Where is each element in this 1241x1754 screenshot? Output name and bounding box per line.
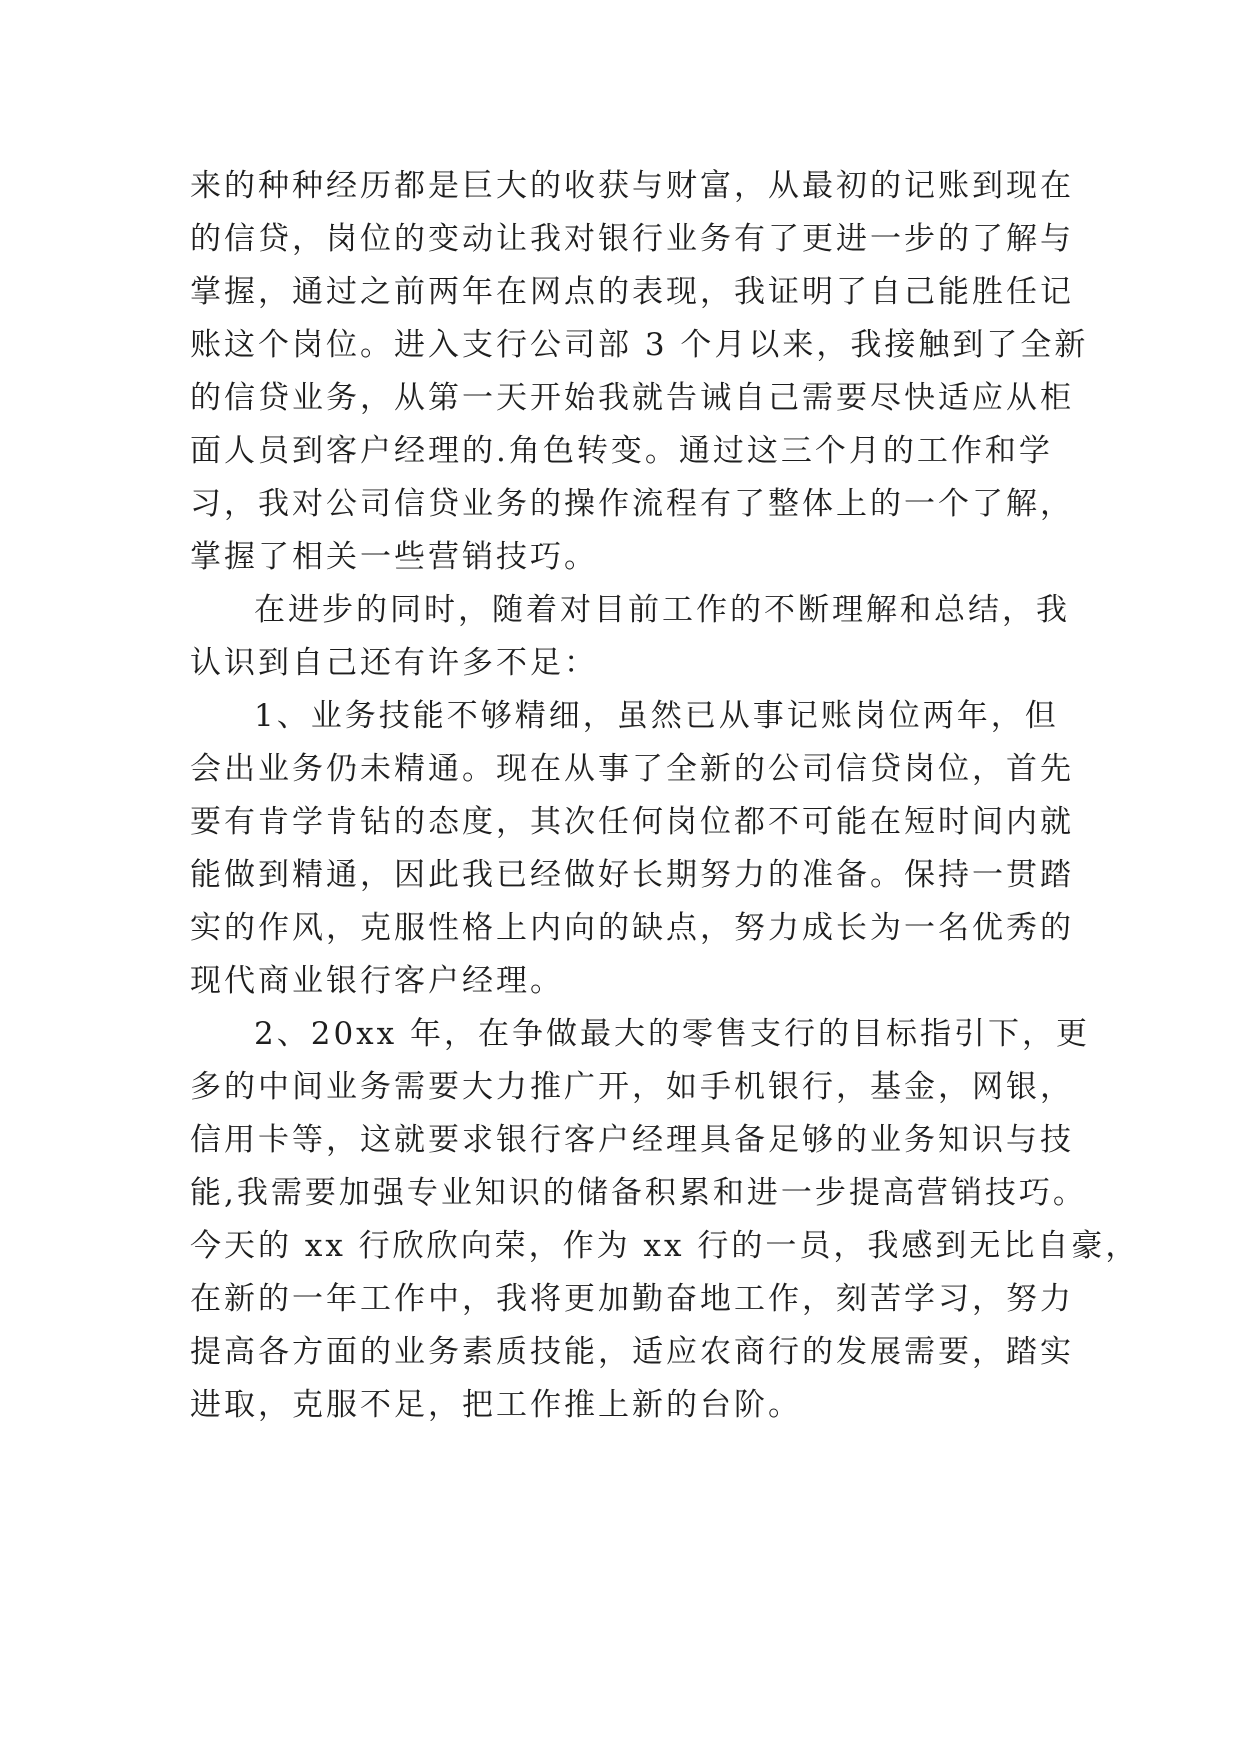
text-line: 多的中间业务需要大力推广开，如手机银行，基金，网银，: [190, 1069, 1074, 1105]
text-line: 进取，克服不足，把工作推上新的台阶。: [190, 1387, 802, 1423]
text-line: 的信贷，岗位的变动让我对银行业务有了更进一步的了解与: [190, 221, 1074, 257]
text-line: 掌握，通过之前两年在网点的表现，我证明了自己能胜任记: [190, 274, 1074, 310]
text-line: 掌握了相关一些营销技巧。: [190, 539, 598, 575]
text-line: 提高各方面的业务素质技能，适应农商行的发展需要，踏实: [190, 1334, 1074, 1370]
text-line: 面人员到客户经理的.角色转变。通过这三个月的工作和学: [190, 433, 1053, 469]
text-line: 现代商业银行客户经理。: [190, 963, 564, 999]
document-body: [190, 160, 1140, 1432]
text-line: 认识到自己还有许多不足：: [190, 645, 598, 681]
text-line: 账这个岗位。进入支行公司部 3 个月以来，我接触到了全新: [190, 327, 1089, 363]
text-line: 在新的一年工作中，我将更加勤奋地工作，刻苦学习，努力: [190, 1281, 1074, 1317]
text-line: 来的种种经历都是巨大的收获与财富，从最初的记账到现在: [190, 168, 1074, 204]
text-line: 会出业务仍未精通。现在从事了全新的公司信贷岗位，首先: [190, 751, 1074, 787]
text-line: 实的作风，克服性格上内向的缺点，努力成长为一名优秀的: [190, 910, 1074, 946]
text-line: 今天的 xx 行欣欣向荣，作为 xx 行的一员，我感到无比自豪，: [190, 1228, 1140, 1264]
text-line: 在进步的同时，随着对目前工作的不断理解和总结，我: [254, 592, 1070, 628]
text-line: 要有肯学肯钻的态度，其次任何岗位都不可能在短时间内就: [190, 804, 1074, 840]
text-line: 1、业务技能不够精细，虽然已从事记账岗位两年，但: [254, 698, 1059, 734]
text-line: 的信贷业务，从第一天开始我就告诫自己需要尽快适应从柜: [190, 380, 1074, 416]
text-line: 能,我需要加强专业知识的储备积累和进一步提高营销技巧。: [190, 1175, 1087, 1211]
text-line: 能做到精通，因此我已经做好长期努力的准备。保持一贯踏: [190, 857, 1074, 893]
text-line: 信用卡等，这就要求银行客户经理具备足够的业务知识与技: [190, 1122, 1074, 1158]
text-line: 2、20xx 年，在争做最大的零售支行的目标指引下，更: [254, 1016, 1090, 1052]
text-line: 习，我对公司信贷业务的操作流程有了整体上的一个了解，: [190, 486, 1074, 522]
